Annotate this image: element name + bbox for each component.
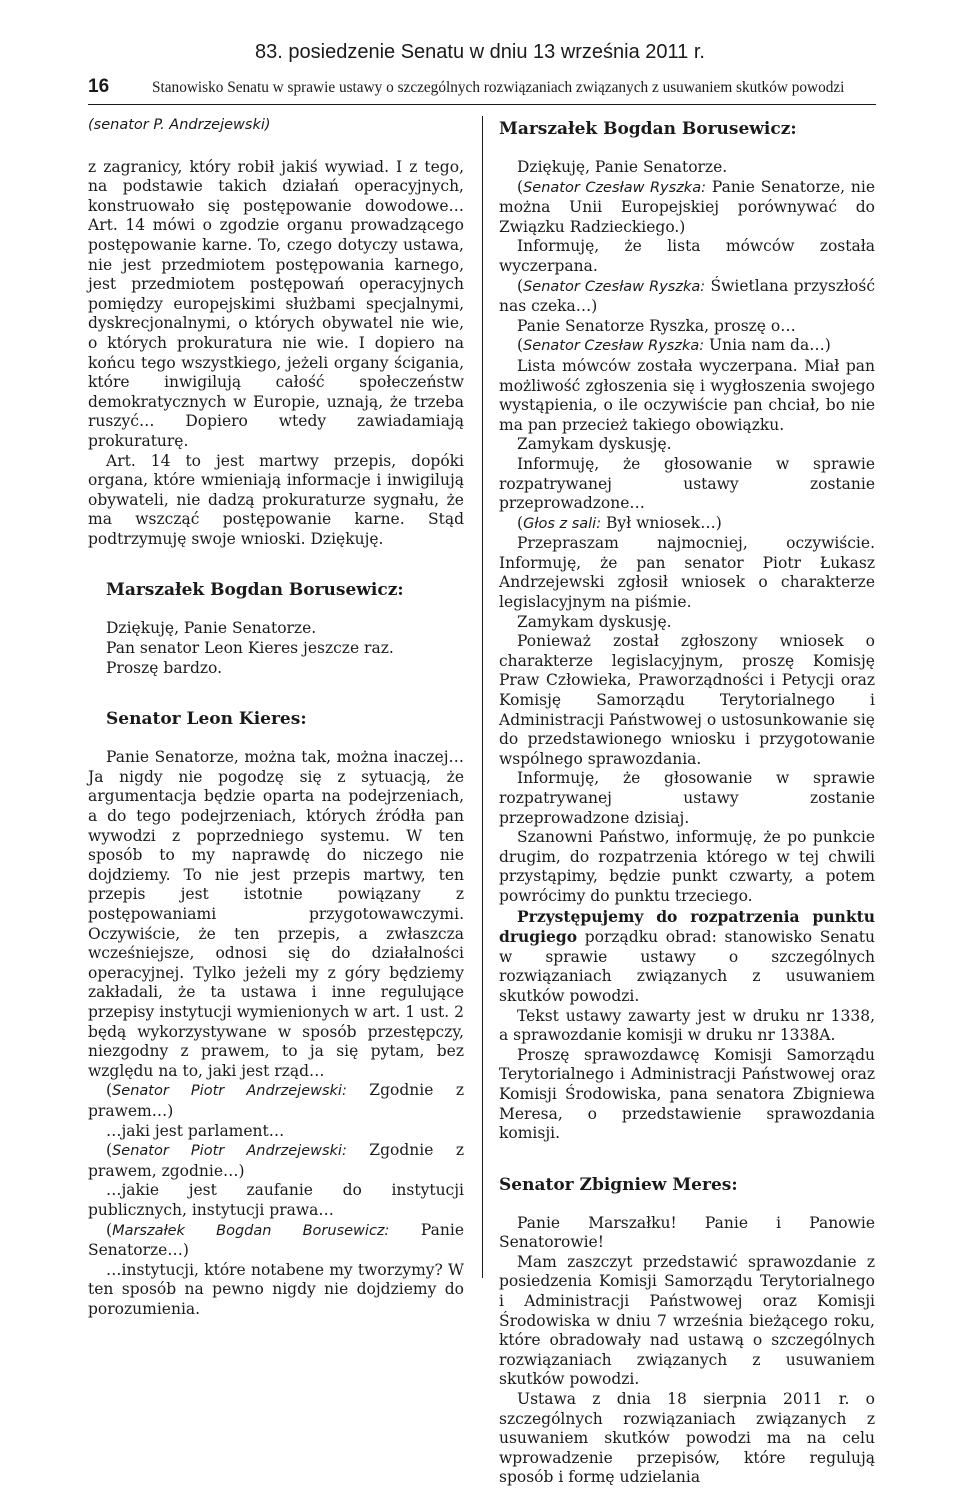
interjection: (Senator Czesław Ryszka: Świetlana przyszłość nas czeka…) [499, 276, 875, 316]
paragraph: Zamykam dyskusję. [517, 435, 672, 454]
paragraph: Mam zaszczyt przedstawić sprawozdanie z posiedzenia Komisji Samorządu Terytorialnego i Administracji Państwowej oraz Komisji Środowiska w dniu 7 września bieżącego roku, które obradowały nad ustawą o szczególnych rozwiązaniach związanych z usuwaniem skutków powodzi. [499, 1252, 875, 1389]
paragraph: z zagranicy, który robił jakiś wywiad. I z tego, na podstawie takich działań operacyjnych, konstruowało się postępowanie dowodowe… Art. 14 mówi o zgodzie organu prowadzącego postępowanie karne. To, czego dotyczy ustawa, nie jest przedmiotem postępowania karnego, jest przedmiotem postępowań operacyjnych pomiędzy europejskimi służbami specjalnymi, dyskrecjonalnymi, o których obywatel nie wie, o których prokuratura nie wie. I dopiero na końcu tego wszystkiego, jeżeli organy ścigania, które inwigilują całość społeczeństw demokratycznych w Europie, uznają, że trzeba ruszyć… Dopiero wtedy zawiadamiają prokuraturę. [88, 157, 464, 450]
column-divider [482, 116, 483, 1278]
paragraph: Panie Senatorze Ryszka, proszę o… [517, 316, 796, 335]
paragraph: Dziękuję, Panie Senatorze. [106, 619, 317, 638]
running-title: Stanowisko Senatu w sprawie ustawy o szczególnych rozwiązaniach związanych z usuwaniem skutków powodzi [152, 79, 845, 96]
paragraph: Art. 14 to jest martwy przepis, dopóki organa, które wmieniają informacje i inwigilują obywateli, nie dadzą prokuraturze sygnału, że ma wszcząć postępowanie karne. Stąd podtrzymuję swoje wnioski. Dziękuję. [88, 451, 464, 548]
interjection-speaker: Senator Piotr Andrzejewski: [112, 1143, 347, 1160]
interjection-speaker: Senator Czesław Ryszka: [523, 338, 705, 355]
interjection-speaker: Głos z sali: [523, 515, 602, 532]
paragraph: Panie Senatorze, można tak, można inaczej… Ja nigdy nie pogodzę się z sytuacją, że argumentacja będzie oparta na podejrzeniach, a do tego podejrzeniach, których źródła pan wywodzi z poprzedniego systemu. W ten sposób to my naprawdę do niczego nie dojdziemy. To nie jest przepis martwy, ten przepis jest istotnie powiązany z postępowaniami przygotowawczymi. Oczywiście, że ten przepis, a zwłaszcza wcześniejsze, odnosi się do działalności operacyjnej. Tylko jeżeli my z góry będziemy zakładali, że ta ustawa i inne regulujące przepisy instytucji wymienionych w art. 1 ust. 2 będą wykorzystywane w sposób przestępczy, niezgodny z prawem, to ja się pytam, bez względu na to, jaki jest rząd… [88, 748, 464, 1080]
paragraph: Panie Marszałku! Panie i Panowie Senatorowie! [499, 1213, 875, 1252]
interjection: (Senator Piotr Andrzejewski: Zgodnie z prawem, zgodnie…) [88, 1141, 464, 1180]
paragraph: Zamykam dyskusję. [517, 612, 672, 631]
paragraph: Proszę sprawozdawcę Komisji Samorządu Terytorialnego i Administracji Państwowej oraz Komisji Środowiska, pana senatora Zbigniewa Meresa, o przedstawienie sprawozdania komisji. [499, 1045, 875, 1143]
interjection-speaker: Senator Czesław Ryszka: [523, 179, 706, 196]
paragraph: Ustawa z dnia 18 sierpnia 2011 r. o szczególnych rozwiązaniach związanych z usuwaniem skutków powodzi ma na celu wprowadzenie przepisów, które regulują sposób i formę udzielania [499, 1390, 875, 1487]
interjection: (Senator Czesław Ryszka: Unia nam da…) [517, 336, 831, 355]
paragraph: Lista mówców została wyczerpana. Miał pan możliwość zgłoszenia się i wygłoszenia swojego wystąpienia, o ile oczywiście pan chciał, bo nie ma pan przecież takiego obowiązku. [499, 356, 875, 434]
speaker-heading: Marszałek Bogdan Borusewicz: [499, 119, 797, 139]
paragraph: Informuję, że lista mówców została wyczerpana. [499, 237, 875, 275]
interjection: (Senator Czesław Ryszka: Panie Senatorze, nie można Unii Europejskiej porównywać do Związku Radzieckiego.) [499, 177, 876, 236]
page-number: 16 [88, 76, 110, 97]
interjection: (Głos z sali: Był wniosek…) [517, 513, 722, 532]
session-header: 83. posiedzenie Senatu w dniu 13 września 2011 r. [255, 41, 705, 63]
paragraph: Ponieważ został zgłoszony wniosek o charakterze legislacyjnym, proszę Komisję Praw Człowieka, Praworządności i Petycji oraz Komisję Samorządu Terytorialnego i Administracji Państwowej o ustosunkowanie się do przedstawionego wniosku i przygotowanie wspólnego sprawozdania. [499, 632, 875, 768]
agenda-paragraph: Przystępujemy do rozpatrzenia punktu drugiego porządku obrad: stanowisko Senatu w sprawie ustawy o szczególnych rozwiązaniach związanych z usuwaniem skutków powodzi. [499, 906, 875, 1005]
speaker-heading: Senator Leon Kieres: [106, 709, 307, 730]
speaker-heading: Marszałek Bogdan Borusewicz: [106, 580, 404, 601]
continued-speaker-label: (senator P. Andrzejewski) [88, 117, 271, 133]
interjection: (Marszałek Bogdan Borusewicz: Panie Senatorze…) [88, 1220, 465, 1260]
speaker-heading: Senator Zbigniew Meres: [499, 1174, 738, 1195]
agenda-item-bold: Przystępujemy do rozpatrzenia punktu drugiego [499, 906, 875, 947]
paragraph: …jakie jest zaufanie do instytucji publicznych, instytucji prawa… [88, 1181, 464, 1219]
paragraph: Przepraszam najmocniej, oczywiście. Informuję, że pan senator Piotr Łukasz Andrzejewski zgłosił wniosek o charakterze legislacyjnym na piśmie. [499, 534, 875, 612]
interjection-speaker: Senator Piotr Andrzejewski: [112, 1083, 347, 1100]
left-column [88, 116, 464, 1319]
paragraph: Informuję, że głosowanie w sprawie rozpatrywanej ustawy zostanie przeprowadzone dzisiaj. [499, 769, 875, 827]
paragraph: …jaki jest parlament… [106, 1121, 285, 1140]
paragraph: Szanowni Państwo, informuję, że po punkcie drugim, do rozpatrzenia którego w tej chwili przystąpimy, będzie punkt czwarty, a potem powrócimy do punktu trzeciego. [499, 828, 875, 905]
paragraph: Informuję, że głosowanie w sprawie rozpatrywanej ustawy zostanie przeprowadzone… [499, 454, 875, 513]
paragraph: Pan senator Leon Kieres jeszcze raz. [106, 639, 394, 658]
right-column [499, 118, 875, 1488]
paragraph: Dziękuję, Panie Senatorze. [517, 158, 728, 176]
paragraph: Proszę bardzo. [106, 658, 223, 677]
interjection-speaker: Senator Czesław Ryszka: [523, 278, 706, 295]
running-header [88, 74, 876, 105]
paragraph: Tekst ustawy zawarty jest w druku nr 1338, a sprawozdanie komisji w druku nr 1338A. [499, 1006, 875, 1045]
interjection-speaker: Marszałek Bogdan Borusewicz: [112, 1222, 390, 1239]
interjection: (Senator Piotr Andrzejewski: Zgodnie z prawem…) [88, 1081, 464, 1120]
paragraph: …instytucji, które notabene my tworzymy? W ten sposób na pewno nigdy nie dojdziemy do porozumienia. [88, 1260, 464, 1318]
